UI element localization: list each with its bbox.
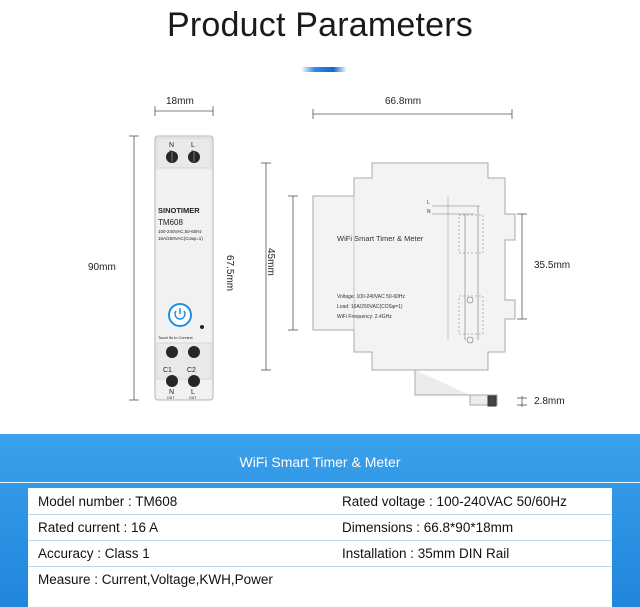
product-technical-drawing	[0, 80, 640, 420]
dim-body-height: 67.5mm	[224, 255, 235, 292]
side-label: WiFi Smart Timer & Meter	[337, 234, 424, 243]
front-label-c2: C2	[187, 367, 196, 374]
front-label-l: L	[191, 142, 195, 149]
spec-dimensions: Dimensions : 66.8*90*18mm	[342, 520, 514, 535]
dim-rail-height: 35.5mm	[534, 260, 571, 271]
front-touch-label: Touch 8s to Connect	[158, 336, 193, 340]
spec-rated-current: Rated current : 16 A	[38, 520, 159, 535]
spec-row	[28, 542, 612, 566]
spec-rated-voltage: Rated voltage : 100-240VAC 50/60Hz	[342, 494, 567, 509]
spec-panel-divider	[0, 482, 640, 483]
dim-total-height: 90mm	[88, 262, 116, 273]
dim-face-height: 45mm	[265, 248, 276, 276]
title-accent-bar	[301, 67, 347, 72]
touch-button	[169, 304, 191, 326]
dim-depth: 66.8mm	[385, 96, 422, 107]
front-label-n-out: N	[169, 389, 175, 396]
front-label-c1: C1	[163, 367, 172, 374]
front-spec-1: 100-240VAC,50-60Hz	[158, 229, 202, 234]
spec-row-divider	[28, 540, 612, 541]
spec-row-divider	[28, 514, 612, 515]
front-label-l-out: L	[191, 389, 195, 396]
spec-row-divider	[28, 566, 612, 567]
spec-panel-heading: WiFi Smart Timer & Meter	[239, 454, 401, 470]
wiring-label-l: L	[427, 200, 430, 206]
front-model: TM608	[158, 218, 183, 227]
spec-measure: Measure : Current,Voltage,KWH,Power	[38, 572, 273, 587]
spec-accuracy: Accuracy : Class 1	[38, 546, 150, 561]
spec-table	[28, 488, 612, 607]
spec-row	[28, 568, 612, 592]
front-sub-l-out: OUT	[189, 396, 197, 400]
dim-front-width: 18mm	[166, 96, 194, 107]
side-spec-wifi: WiFi Frequency: 2.4GHz	[337, 314, 392, 320]
spec-model-number: Model number : TM608	[38, 494, 178, 509]
front-spec-2: 16A/250VAC(Cosφ=1)	[158, 236, 203, 241]
spec-row	[28, 490, 612, 514]
front-sub-n-in: IN	[169, 149, 172, 153]
status-led	[200, 325, 204, 329]
wiring-label-n: N	[427, 209, 431, 215]
front-sub-l-in: IN	[191, 149, 194, 153]
spec-panel	[0, 434, 640, 607]
dim-rail-thickness: 2.8mm	[534, 396, 565, 407]
terminal-screw-c1	[166, 346, 178, 358]
side-spec-load: Load: 16A/250VAC(COSφ=1)	[337, 304, 403, 310]
front-sub-n-out: OUT	[167, 396, 175, 400]
spec-installation: Installation : 35mm DIN Rail	[342, 546, 510, 561]
terminal-screw-l-out	[188, 375, 200, 387]
page-title: Product Parameters	[167, 6, 473, 44]
spec-row	[28, 516, 612, 540]
front-label-n: N	[169, 142, 175, 149]
side-view-device	[313, 163, 515, 406]
side-spec-voltage: Voltage: 100-240VAC 50-60Hz	[337, 294, 406, 300]
terminal-screw-n-out	[166, 375, 178, 387]
front-brand: SINOTIMER	[158, 206, 200, 215]
front-view-device	[155, 136, 213, 400]
terminal-screw-c2	[188, 346, 200, 358]
